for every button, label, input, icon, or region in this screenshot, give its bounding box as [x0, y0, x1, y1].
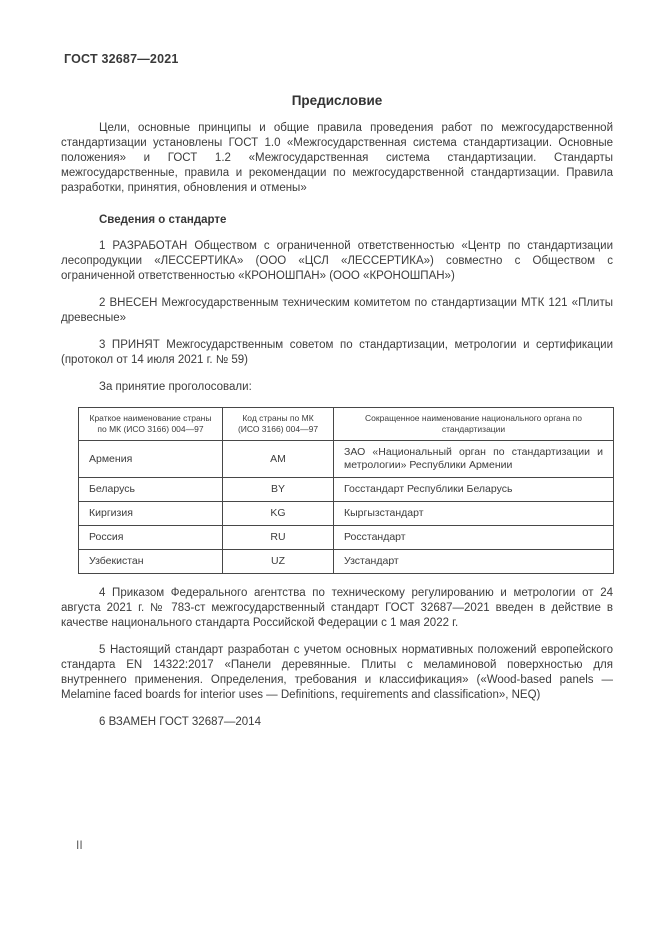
- country-cell: Беларусь: [79, 478, 223, 502]
- country-cell: Узбекистан: [79, 550, 223, 574]
- doc-code: ГОСТ 32687—2021: [64, 52, 179, 66]
- country-cell: Армения: [79, 441, 223, 478]
- clause-5-basis: 5 Настоящий стандарт разработан с учетом основных нормативных положений европейского стандарта EN 14322:2017 «Панели деревянные. Плиты с меламиновой поверхностью для внутреннего применения. Определения, требования и классификация» («Wood-based panels — Melamine faced boards for interior uses — Definitions, requirements and classification», NEQ): [61, 644, 613, 701]
- org-cell: ЗАО «Национальный орган по стандартизации и метрологии» Республики Армении: [334, 441, 614, 478]
- code-cell: UZ: [223, 550, 334, 574]
- country-cell: Россия: [79, 526, 223, 550]
- org-cell: Кыргызстандарт: [334, 502, 614, 526]
- vote-table-header-country: Краткое наименование страны по МК (ИСО 3166) 004—97: [79, 408, 223, 441]
- clause-1-developed: 1 РАЗРАБОТАН Обществом с ограниченной ответственностью «Центр по стандартизации лесопродукции «ЛЕССЕРТИКА» (ООО «ЦСЛ «ЛЕССЕРТИКА») совместно с Обществом с ограниченной ответственностью «КРОНОШПАН» (ООО «КРОНОШПАН»): [61, 240, 613, 282]
- table-row: [79, 478, 614, 502]
- clause-6-replaces: 6 ВЗАМЕН ГОСТ 32687—2014: [99, 716, 261, 728]
- code-cell: KG: [223, 502, 334, 526]
- table-row: [79, 441, 614, 478]
- page-title: Предисловие: [291, 93, 383, 108]
- org-cell: Росстандарт: [334, 526, 614, 550]
- standard-info-heading: Сведения о стандарте: [99, 214, 227, 226]
- table-row: [79, 502, 614, 526]
- code-cell: AM: [223, 441, 334, 478]
- clause-4-enacted: 4 Приказом Федерального агентства по техническому регулированию и метрологии от 24 августа 2021 г. № 783-ст межгосударственный стандарт ГОСТ 32687—2021 введен в действие в качестве национального стандарта Российской Федерации с 1 мая 2022 г.: [61, 587, 613, 629]
- code-cell: RU: [223, 526, 334, 550]
- country-cell: Киргизия: [79, 502, 223, 526]
- org-cell: Узстандарт: [334, 550, 614, 574]
- vote-table: [78, 407, 614, 574]
- table-row: [79, 550, 614, 574]
- vote-table-header-code: Код страны по МК (ИСО 3166) 004—97: [223, 408, 334, 441]
- vote-table-header-row: [79, 408, 614, 441]
- vote-lead: За принятие проголосовали:: [99, 381, 252, 393]
- clause-2-submitted: 2 ВНЕСЕН Межгосударственным техническим комитетом по стандартизации МТК 121 «Плиты древесные»: [61, 297, 613, 324]
- intro-paragraph: Цели, основные принципы и общие правила проведения работ по межгосударственной стандартизации установлены ГОСТ 1.0 «Межгосударственная система стандартизации. Основные положения» и ГОСТ 1.2 «Межгосударственная система стандартизации. Стандарты межгосударственные, правила и рекомендации по межгосударственной стандартизации. Правила разработки, принятия, обновления и отмены»: [61, 122, 613, 194]
- code-cell: BY: [223, 478, 334, 502]
- page-number: II: [76, 838, 83, 852]
- org-cell: Госстандарт Республики Беларусь: [334, 478, 614, 502]
- clause-3-adopted: 3 ПРИНЯТ Межгосударственным советом по стандартизации, метрологии и сертификации (протокол от 14 июля 2021 г. № 59): [61, 339, 613, 366]
- vote-table-header-org: Сокращенное наименование национального органа по стандартизации: [334, 408, 614, 441]
- table-row: [79, 526, 614, 550]
